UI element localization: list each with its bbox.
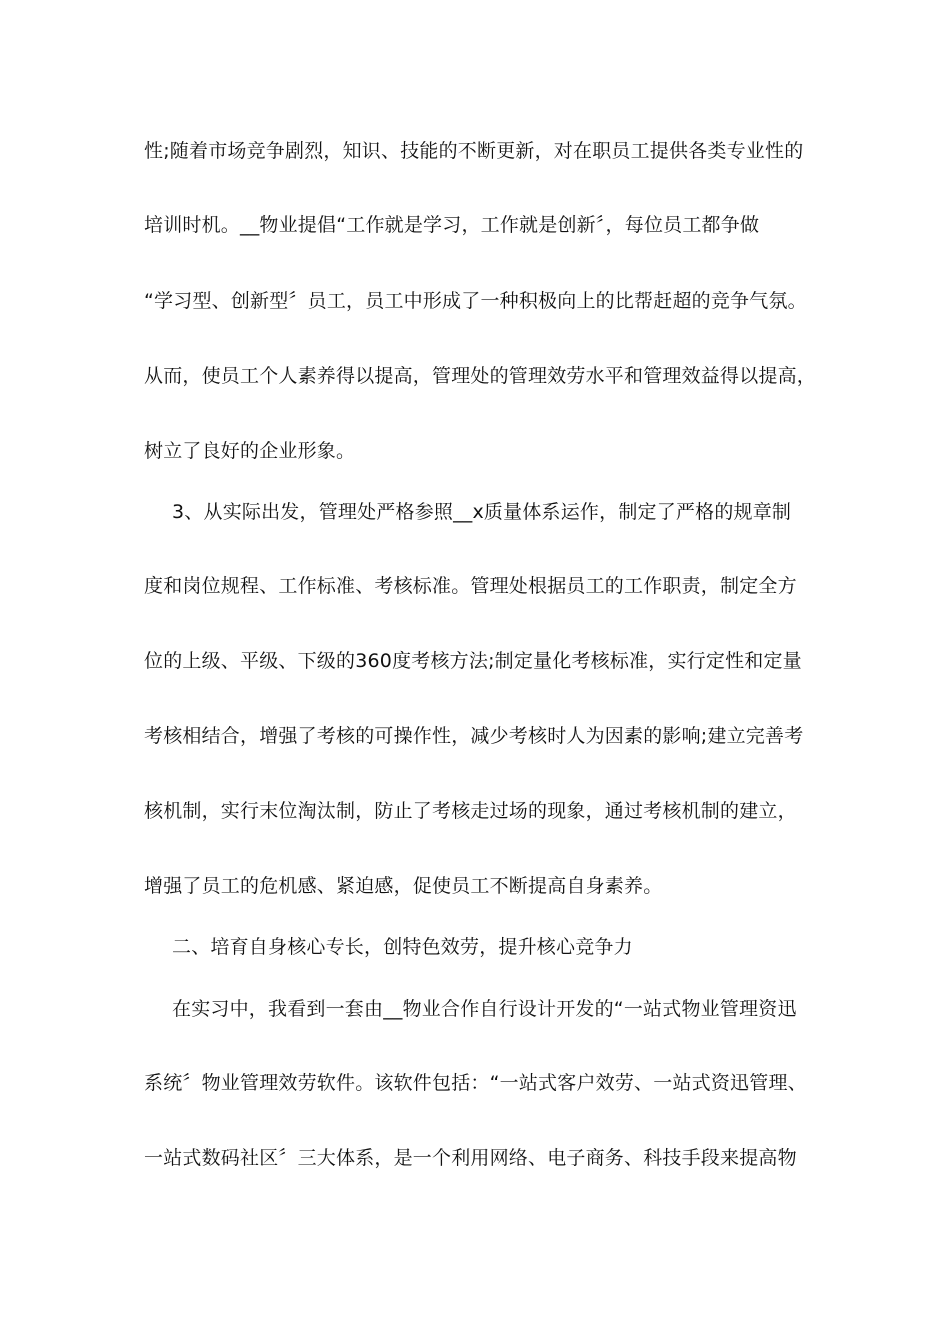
text-line-7: 度和岗位规程、工作标准、考核标准。管理处根据员工的工作职责，制定全方 xyxy=(144,575,797,597)
text-line-3: “学习型、创新型〞员工，员工中形成了一种积极向上的比帮赶超的竞争气氛。 xyxy=(144,290,807,312)
text-line-4: 从而，使员工个人素养得以提高，管理处的管理效劳水平和管理效益得以提高， xyxy=(144,365,817,387)
text-line-11: 增强了员工的危机感、紧迫感，促使员工不断提高自身素养。 xyxy=(144,875,663,897)
text-line-9: 考核相结合，增强了考核的可操作性，减少考核时人为因素的影响;建立完善考 xyxy=(144,725,804,747)
text-line-2: 培训时机。__物业提倡“工作就是学习，工作就是创新〞，每位员工都争做 xyxy=(144,214,760,236)
paragraph-first-line: 在实习中，我看到一套由__物业合作自行设计开发的“一站式物业管理资迅 xyxy=(172,998,797,1020)
text-line-10: 核机制，实行末位淘汰制，防止了考核走过场的现象，通过考核机制的建立， xyxy=(144,800,797,822)
text-line-8: 位的上级、平级、下级的360度考核方法;制定量化考核标准，实行定性和定量 xyxy=(144,650,802,672)
paragraph-3-first-line: 3、从实际出发，管理处严格参照__x质量体系运作，制定了严格的规章制 xyxy=(172,501,792,523)
text-line-15: 一站式数码社区〞三大体系，是一个利用网络、电子商务、科技手段来提高物 xyxy=(144,1147,797,1169)
text-line-14: 系统〞物业管理效劳软件。该软件包括：“一站式客户效劳、一站式资迅管理、 xyxy=(144,1072,807,1094)
text-line-1: 性;随着市场竞争剧烈，知识、技能的不断更新，对在职员工提供各类专业性的 xyxy=(144,140,804,162)
section-heading: 二、培育自身核心专长，创特色效劳，提升核心竞争力 xyxy=(172,936,633,958)
text-line-5: 树立了良好的企业形象。 xyxy=(144,440,356,462)
